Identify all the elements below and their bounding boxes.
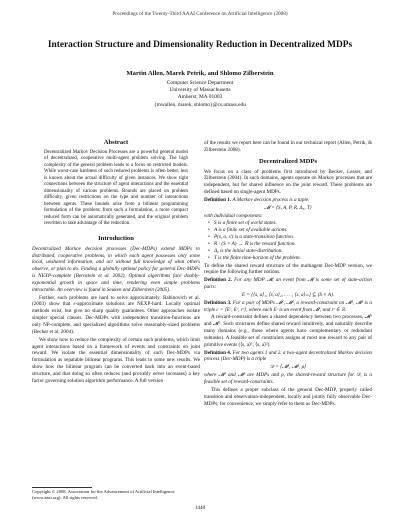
list-item: • A is a finite set of available actions. [214, 227, 372, 234]
list-item: • Δ₀ is the initial state-distribution. [214, 248, 372, 255]
list-item: • R : (S × A) → ℝ is the reward function. [214, 241, 372, 248]
footnote-rule [32, 487, 92, 488]
definition-components-intro: with individual components: [204, 212, 263, 219]
paper-authors: Martin Allen, Marek Petrik, and Shlomo Zilberstein [126, 70, 274, 77]
copyright-footnote: Copyright © 2008, Association for the Advancement of Artificial Intelligence (www.aaai.org). All rights reserved. [32, 489, 175, 500]
definition-transition: To define the shared reward structure of the multiagent Dec-MDP version, we require the following further notions. [204, 262, 372, 276]
mdp-components-list [204, 220, 372, 261]
list-item: • S is a finite set of world states. [214, 220, 372, 227]
definition-label: Definition 3. [204, 299, 232, 306]
definition-label: Definition 4. [204, 349, 232, 356]
page-number: 1440 [194, 505, 206, 511]
affiliation-line: University of Massachusetts [169, 87, 231, 94]
dec-mdps-heading: Decentralized MDPs [258, 157, 318, 165]
definition-text: A Markov decision process is a tuple: [232, 196, 310, 203]
intro-paragraph: Further, such problems are hard to solve approximately. Rabinovich et al. (2003) show that ε-approximate solutions are NEXP-hard. Locally optimal methods exist, but give no sharp quality guarantees. Other approaches isolate simpler special classes. Dec-MDPs with independent transition-functions are only NP-complete, and specialized algorithms solve reasonably-sized problems (Becker et al. 2004). [32, 294, 200, 335]
affiliation-email: {mwallen, marek, shlomo}@cs.umass.edu [154, 101, 246, 108]
definition-1 [204, 197, 372, 204]
continued-paragraph: of the results we report here can be found in our technical report (Allen, Petrik, & Zilberstein 2008). [204, 140, 373, 153]
intro-paragraph: We show how to reduce the complexity of certain such problems, which limit agent interactions based on a framework of events and constraints on joint reward. We isolate the essential dimensionality of such Dec-MDPs via formulation as separable bilinear programs. This leads to some new results. We show how the bilinear program can be converted back into an event-based structure, and that doing so often reduces (and provably never increases) a key factor governing solution algorithm performance. A full version [32, 336, 200, 384]
author-affiliation [20, 80, 380, 109]
abstract-heading: Abstract [103, 139, 129, 146]
abstract-text: Decentralized Markov Decision Processes are a powerful general model of decentralized, cooperative multi-agent problem solving. The high complexity of the general problem leads to a focus on restricted models. While worst-case hardness of such reduced problems is often better, less is known about the actual difficulty of given instances. We show tight connections between the structure of agent interactions and the essential dimensionality of various problems. Bounds are placed on problem difficulty, given restrictions on the type and number of interactions between agents. These bounds arise from a bilinear programming formulation of the problem; from such a formulation, a more compact reduced form can be automatically generated, and the original problem rewritten to take advantage of the reduction. [44, 149, 188, 227]
definition-3 [204, 300, 372, 314]
introduction-heading: Introduction [98, 234, 134, 242]
dec-mdp-equation: 𝒟 = ⟨𝓜¹, 𝓜², ρ⟩ [269, 364, 307, 371]
definition-label: Definition 2. [204, 277, 232, 284]
definition-text: For a pair of MDPs 𝓜¹, 𝓜², a reward-constraint on 𝓜¹, 𝓜² is a triple c = ⟨Eᶜ, Eᶜ, rᶜ⟩, where each Eᶜ is an event from 𝓜ⁱ, and rᶜ ∈ ℝ. [204, 299, 372, 313]
intro-paragraph-text: Decentralized Markov decision processes (Dec-MDPs) extend MDPs to distributed, cooperative problems, in which each agent possesses only some local, unshared information, and act without full knowledge of what others observe, or plan to do. Finding a globally optimal policy for general Dec-MDPs is NEXP-complete (Bernstein et al. 2002). Optimal algorithms face doubly-exponential growth in space and time, rendering even simple problems intractable. An overview is found in Seuken and Zilberstein (2005). [32, 245, 200, 293]
dec-mdps-intro: We focus on a class of problems first introduced by Becker, Lesser, and Zilberstein (2004). In such domains, agents operate on Markov processes that are independent, but for shared influence on the joint reward. These problems are defined based on single-agent MDPs. [204, 168, 372, 196]
reward-constraint-paragraph: A reward-constraint defines a shared dependency between two processes, 𝓜¹ and 𝓜². Such structures define shared reward intuitively, and naturally describe many domains (e.g., those where agents have complementary or redundant subtasks). A feasible set of constraints assigns at most one reward to any pair of primitive events (⟨s, a⟩¹, ⟨s, a⟩²). [204, 314, 372, 348]
list-item: • P(s, a, s') is a state-transition function. [214, 234, 372, 241]
affiliation-line: Amherst, MA 01003 [177, 94, 223, 101]
definition-4-continuation: where 𝓜¹ and 𝓜² are MDPs and ρ, the shared-reward structure for 𝒟, is a feasible set of reward-constraints. [204, 372, 372, 385]
mdp-tuple-equation: 𝓜 = ⟨S, A, P, R, Δ₀, T⟩ [264, 204, 312, 211]
definition-2 [204, 277, 372, 291]
intro-paragraph [32, 246, 200, 294]
affiliation-line: Computer Science Department [166, 80, 234, 86]
right-column [204, 140, 372, 408]
definition-text: For two agents 1 and 2, a two-agent decentralized Markov decision process (Dec-MDP) is a triple [204, 349, 372, 363]
left-column [32, 140, 200, 386]
list-item: • T is the finite time-horizon of the problem. [214, 255, 372, 262]
event-equation: E = {⟨s, a⟩₁, ⟨s, a⟩₂, . . . , ⟨s, a⟩ₘ} ⊆ (S × A). [241, 291, 335, 298]
paper-title: Interaction Structure and Dimensionality Reduction in Decentralized MDPs [47, 40, 353, 50]
definition-text: For any MDP 𝓜, an event from 𝓜 is some set of state-action pairs: [204, 277, 372, 291]
definition-4 [204, 350, 372, 364]
definition-label: Definition 1. [204, 196, 232, 203]
closing-paragraph: This defines a proper subclass of the general Dec-MDP, properly called transition and observation-independent, locally and jointly fully observable Dec-MDPs; for convenience, we simply refer to them as Dec-MDPs. [204, 386, 372, 407]
running-head: Proceedings of the Twenty-Third AAAI Conference on Artificial Intelligence (2008) [112, 11, 288, 17]
